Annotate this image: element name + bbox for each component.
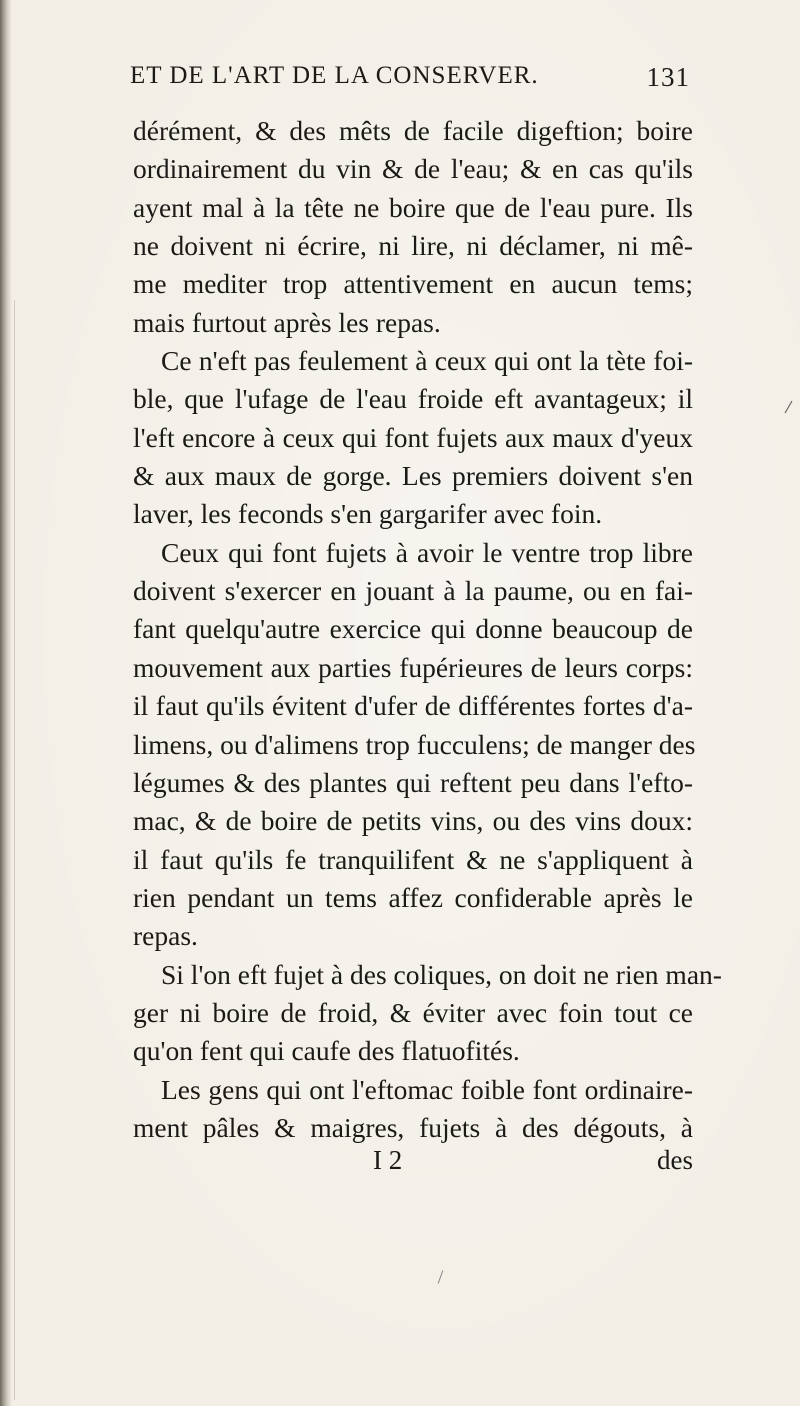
text-line: repas. [133,920,198,952]
signature-mark: I 2 [373,1145,403,1175]
catchword: des [657,1145,693,1175]
page-edge-line [14,300,15,1400]
text-line: & aux maux de gorge. Les premiers doivent s'en [133,460,693,492]
text-line: me mediter trop attentivement en aucun tems; [133,268,693,300]
paragraph-start-line: Les gens qui ont l'eftomac foible font ordinaire- [161,1073,693,1105]
text-line: doivent s'exercer en jouant à la paume, ou en fai- [133,575,693,607]
text-line: il faut qu'ils fe tranquilifent & ne s'appliquent à [133,843,693,875]
paragraph-start-line: Ce n'eft pas feulement à ceux qui ont la tète foi- [161,345,693,377]
text-line: rien pendant un tems affez confiderable après le [133,881,693,913]
text-line: il faut qu'ils évitent d'ufer de différentes fortes d'a- [133,690,693,722]
text-line: fant quelqu'autre exercice qui donne beaucoup de [133,613,693,645]
text-line: qu'on fent qui caufe des flatuofités. [133,1035,520,1067]
text-line: ne doivent ni écrire, ni lire, ni déclamer, ni mê- [133,230,693,262]
stray-ink-mark [785,401,793,414]
running-head [130,62,690,98]
text-line: l'eft encore à ceux qui font fujets aux maux d'yeux [133,421,693,453]
paragraph-start-line: Si l'on eft fujet à des coliques, on doit ne rien man- [161,958,722,990]
body-text [133,112,722,1147]
text-line: limens, ou d'alimens trop fucculens; de manger des [133,728,696,760]
stray-ink-mark [438,1270,444,1283]
text-line: légumes & des plantes qui reftent peu dans l'efto- [133,766,693,798]
text-line: ayent mal à la tête ne boire que de l'eau pure. Ils [133,191,693,223]
text-line: ger ni boire de froid, & éviter avec foin tout ce [133,996,693,1028]
running-head-title: ET DE L'ART DE LA CONSERVER. [130,62,539,89]
page-number: 131 [646,62,690,92]
paragraph-start-line: Ceux qui font fujets à avoir le ventre trop libre [161,536,693,568]
book-spine-shadow [0,0,12,1406]
text-line: mais furtout après les repas. [133,306,441,338]
text-line: ment pâles & maigres, fujets à des dégouts, à [133,1111,693,1143]
text-line: ordinairement du vin & de l'eau; & en cas qu'ils [133,153,693,185]
text-line: laver, les feconds s'en gargarifer avec foin. [133,498,603,530]
text-line: ble, que l'ufage de l'eau froide eft avantageux; il [133,383,693,415]
page-footer [133,1145,693,1185]
text-line: mac, & de boire de petits vins, ou des vins doux: [133,805,693,837]
text-line: mouvement aux parties fupérieures de leurs corps: [133,651,693,683]
text-line: dérément, & des mêts de facile digeftion; boire [133,115,693,146]
